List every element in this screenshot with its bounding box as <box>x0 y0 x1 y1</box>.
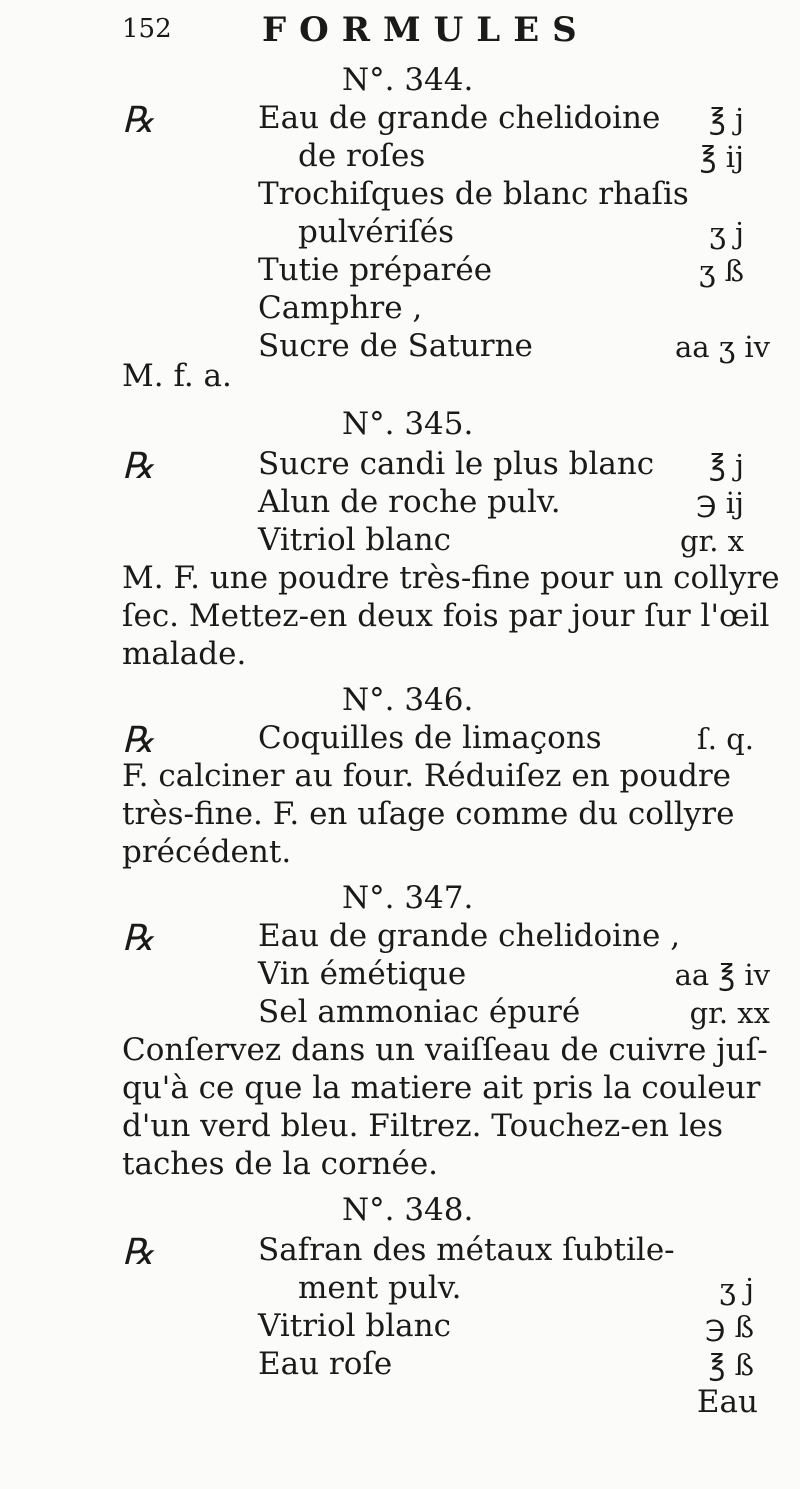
instruction-text: très-fine. F. en uſage comme du collyre <box>122 796 735 832</box>
formula-number: N°. 345. <box>342 406 474 442</box>
ingredient-line: Eau roſe <box>258 1346 393 1382</box>
ingredient-quantity: gr. xx <box>689 996 770 1030</box>
recipe-symbol-icon: ℞ <box>122 100 155 141</box>
instruction-text: ſec. Mettez-en deux fois par jour ſur l'œil <box>122 598 770 634</box>
ingredient-quantity: aa ℥ iv <box>674 958 770 992</box>
ingredient-line: Alun de roche pulv. <box>258 484 561 520</box>
instruction-text: précédent. <box>122 834 292 870</box>
ingredient-line: Tutie préparée <box>258 252 493 288</box>
formula-number: N°. 347. <box>342 880 474 916</box>
ingredient-quantity: ℥ j <box>709 448 744 482</box>
formula-number: N°. 344. <box>342 62 474 98</box>
ingredient-quantity: gr. x <box>679 524 744 558</box>
ingredient-quantity: ʒ j <box>719 1272 754 1306</box>
instruction-text: Conſervez dans un vaiſſeau de cuivre juſ- <box>122 1032 768 1068</box>
preparation-note: M. f. a. <box>122 358 232 394</box>
ingredient-line: Eau de grande chelidoine , <box>258 918 681 954</box>
recipe-symbol-icon: ℞ <box>122 918 155 959</box>
ingredient-line: Vitriol blanc <box>258 1308 451 1344</box>
ingredient-quantity: ℈ ij <box>696 486 744 520</box>
recipe-symbol-icon: ℞ <box>122 720 155 761</box>
ingredient-line: Sucre de Saturne <box>258 328 533 364</box>
catchword: Eau <box>696 1384 758 1420</box>
instruction-text: malade. <box>122 636 247 672</box>
ingredient-line: Sucre candi le plus blanc <box>258 446 655 482</box>
ingredient-line: Camphre , <box>258 290 423 326</box>
instruction-text: d'un verd bleu. Filtrez. Touchez-en les <box>122 1108 724 1144</box>
recipe-symbol-icon: ℞ <box>122 446 155 487</box>
ingredient-quantity: aa ʒ iv <box>674 330 770 364</box>
recipe-symbol-icon: ℞ <box>122 1232 155 1273</box>
ingredient-quantity: ℥ ß <box>708 1348 754 1382</box>
ingredient-line: pulvériſés <box>298 214 455 250</box>
formula-number: N°. 346. <box>342 682 474 718</box>
formula-number: N°. 348. <box>342 1192 474 1228</box>
ingredient-line: Sel ammoniac épuré <box>258 994 581 1030</box>
ingredient-line: ment pulv. <box>298 1270 462 1306</box>
instruction-text: F. calciner au four. Réduiſez en poudre <box>122 758 731 794</box>
ingredient-quantity: ℈ ß <box>705 1310 754 1344</box>
instruction-text: qu'à ce que la matiere ait pris la couleur <box>122 1070 761 1106</box>
ingredient-line: Safran des métaux ſubtile- <box>258 1232 675 1268</box>
ingredient-quantity: ſ. q. <box>697 722 754 756</box>
ingredient-line: Trochiſques de blanc rhaſis <box>258 176 689 212</box>
instruction-text: M. F. une poudre très-fine pour un collyre <box>122 560 780 596</box>
ingredient-line: Vitriol blanc <box>258 522 451 558</box>
ingredient-quantity: ʒ j <box>709 216 744 250</box>
running-title: FORMULES <box>262 10 590 50</box>
ingredient-quantity: ℥ j <box>709 102 744 136</box>
ingredient-line: Coquilles de limaçons <box>258 720 602 756</box>
instruction-text: taches de la cornée. <box>122 1146 439 1182</box>
page-number: 152 <box>122 14 172 44</box>
ingredient-line: de roſes <box>298 138 426 174</box>
ingredient-line: Vin émétique <box>258 956 467 992</box>
ingredient-quantity: ℥ ij <box>699 140 744 174</box>
ingredient-line: Eau de grande chelidoine <box>258 100 661 136</box>
ingredient-quantity: ʒ ß <box>699 254 744 288</box>
